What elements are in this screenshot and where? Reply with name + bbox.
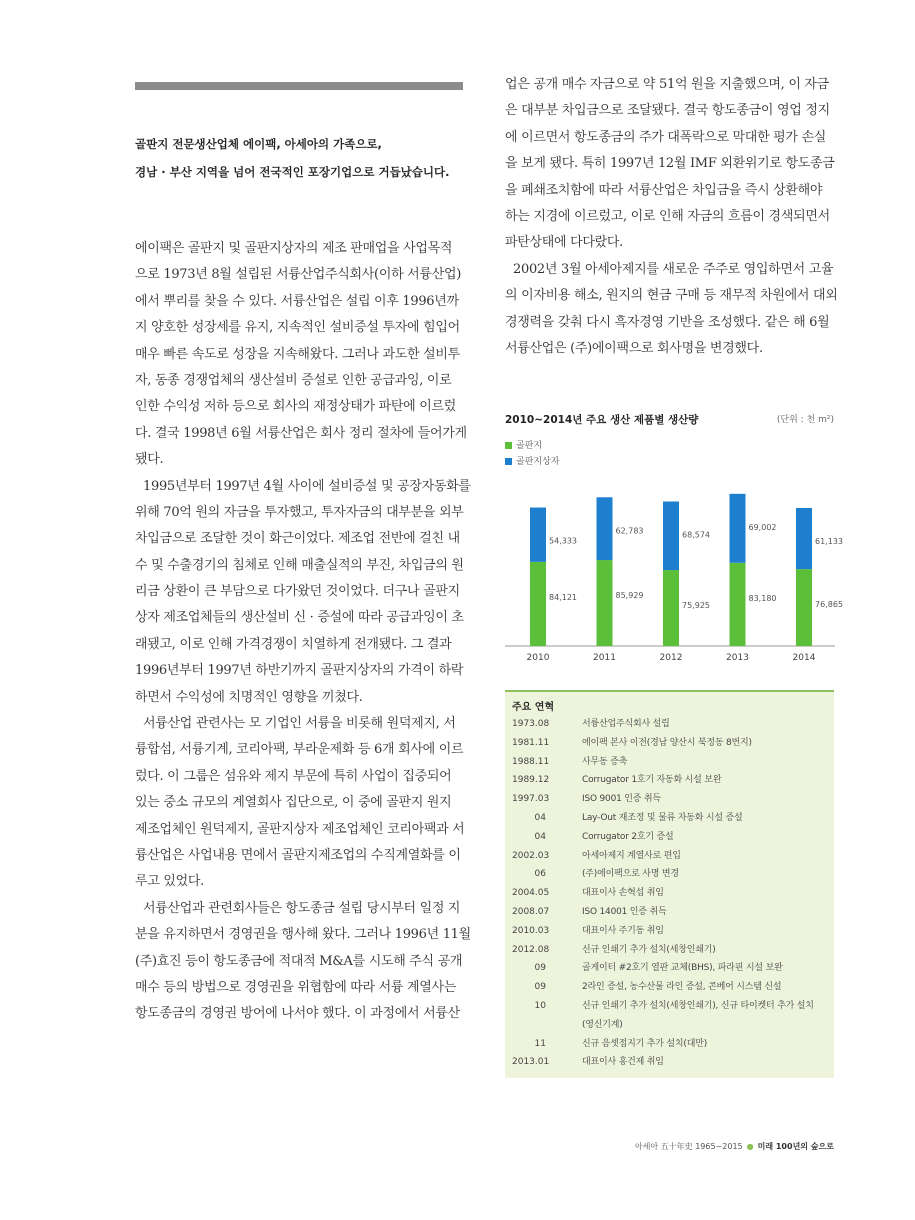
legend-swatch-green xyxy=(505,442,512,449)
body-text-line: 을 폐쇄조치함에 따라 서륭산업은 차입금을 즉시 상환해야 xyxy=(505,182,823,198)
timeline-row xyxy=(505,771,834,790)
timeline-date: 2013.01 xyxy=(512,1057,550,1068)
body-text-line: 에 이르면서 항도종금의 주가 대폭락으로 막대한 평가 손실 xyxy=(505,129,827,145)
timeline-row xyxy=(505,1053,834,1072)
timeline-date: 1989.12 xyxy=(512,775,550,786)
body-text-line: 으로 1973년 8월 설립된 서륭산업주식회사(이하 서륭산업) xyxy=(135,267,461,283)
body-text-line: (주)효진 등이 항도종금에 적대적 M&A를 시도해 주식 공개 xyxy=(135,953,463,969)
data-label-corrugated-box: 68,574 xyxy=(682,530,710,540)
timeline-date: 2012.08 xyxy=(512,944,550,955)
legend-label: 골판지 xyxy=(516,441,543,451)
body-text-line: 매우 빠른 속도로 성장을 지속해왔다. 그러나 과도한 설비투 xyxy=(135,346,460,362)
bar-segment-corrugated-box xyxy=(796,508,812,569)
data-label-corrugated-box: 54,333 xyxy=(549,536,577,546)
timeline-row xyxy=(505,734,834,753)
data-label-corrugated-board: 76,865 xyxy=(815,600,843,610)
data-label-corrugated-board: 83,180 xyxy=(748,593,777,603)
timeline-event: 에이팩 본사 이전(경남 양산시 북정동 8번지) xyxy=(582,737,752,748)
x-tick-label: 2011 xyxy=(593,653,616,663)
body-text-line: 파탄상태에 다다랐다. xyxy=(505,235,623,251)
timeline-event: 신규 음셋접지기 추가 설치(대만) xyxy=(582,1038,708,1049)
body-text-line: 을 보게 됐다. 특히 1997년 12월 IMF 외환위기로 항도종금 xyxy=(505,156,835,172)
x-tick-label: 2014 xyxy=(792,653,816,663)
body-text-line: 하면서 수익성에 치명적인 영향을 끼쳤다. xyxy=(135,689,363,705)
timeline-event: 대표이사 홍건제 취임 xyxy=(582,1057,664,1068)
bar-segment-corrugated-board xyxy=(796,569,812,646)
timeline-row xyxy=(505,828,834,847)
bar-segment-corrugated-box xyxy=(597,497,613,560)
body-text-line: 수 및 수출경기의 침체로 인해 매출실적의 부진, 차입금의 원 xyxy=(135,557,464,573)
timeline-event: 신규 인쇄기 추가 설치(세창인쇄기), 신규 타이켓터 추가 설치 xyxy=(582,1000,814,1011)
timeline-event: 서륭산업주식회사 설립 xyxy=(582,719,670,729)
body-text-line: 서륭산업과 관련회사들은 항도종금 설립 당시부터 일정 지 xyxy=(143,900,461,916)
timeline-event: (영신기계) xyxy=(582,1019,623,1030)
timeline-date: 04 xyxy=(534,812,546,823)
data-label-corrugated-box: 69,002 xyxy=(748,522,777,532)
body-text-line: 지 양호한 성장세를 유지, 지속적인 설비증설 투자에 힘입어 xyxy=(135,320,460,336)
timeline-event: 대표이사 손혁섭 취임 xyxy=(582,888,664,899)
timeline-event: ISO 9001 인증 취득 xyxy=(582,794,661,805)
body-text-left-column xyxy=(135,236,471,1028)
headline-line: 경남 · 부산 지역을 넘어 전국적인 포장기업으로 거듭났습니다. xyxy=(135,165,450,179)
timeline-row xyxy=(505,847,834,866)
timeline-date: 06 xyxy=(534,869,546,880)
data-label-corrugated-board: 75,925 xyxy=(682,601,710,611)
timeline-title: 주요 연혁 xyxy=(512,702,555,713)
footer-section-title: 미래 100년의 숲으로 xyxy=(757,1142,834,1151)
timeline-row xyxy=(505,1016,834,1035)
body-text-line: 경쟁력을 갖춰 다시 흑자경영 기반을 조성했다. 같은 해 6월 xyxy=(505,314,830,330)
timeline-row xyxy=(505,959,834,978)
timeline-row xyxy=(505,865,834,884)
bar-segment-corrugated-board xyxy=(730,563,746,646)
data-label-corrugated-board: 84,121 xyxy=(549,592,577,602)
timeline-event: Lay-Out 재조정 및 물류 자동화 시설 증설 xyxy=(582,812,743,823)
body-text-line: 하는 지경에 이르렀고, 이로 인해 자금의 흐름이 경색되면서 xyxy=(505,208,830,224)
timeline-date: 2008.07 xyxy=(512,906,550,917)
timeline-date: 1997.03 xyxy=(512,794,550,805)
timeline-row xyxy=(505,753,834,772)
body-text-line: 에서 뿌리를 찾을 수 있다. 서륭산업은 설립 이후 1996년까 xyxy=(135,293,459,309)
body-text-line: 됐다. xyxy=(135,452,164,468)
body-text-line: 루고 있었다. xyxy=(135,874,204,890)
history-timeline-box xyxy=(505,690,834,1078)
timeline-row xyxy=(505,978,834,997)
timeline-row xyxy=(505,941,834,960)
timeline-row xyxy=(505,809,834,828)
timeline-event: 아세아제지 계열사로 편입 xyxy=(582,850,681,861)
body-text-right-column xyxy=(505,72,838,362)
bar-segment-corrugated-board xyxy=(530,562,546,646)
timeline-date: 10 xyxy=(534,1000,546,1011)
body-text-line: 2002년 3월 아세아제지를 새로운 주주로 영입하면서 고율 xyxy=(513,261,834,277)
chart-title: 2010~2014년 주요 생산 제품별 생산량 xyxy=(505,414,699,426)
footer-book-title: 아세아 五十年史 1965~2015 xyxy=(634,1142,743,1151)
body-text-line: 인한 수익성 저하 등으로 회사의 재정상태가 파탄에 이르렀 xyxy=(135,399,457,415)
legend-label: 골판지상자 xyxy=(516,457,560,467)
body-text-line: 1996년부터 1997년 하반기까지 골판지상자의 가격이 하락 xyxy=(135,663,464,679)
x-tick-label: 2010 xyxy=(526,653,550,663)
body-text-line: 리금 상환이 큰 부담으로 다가왔던 것이었다. 더구나 골판지 xyxy=(135,584,460,600)
body-text-line: 자, 동종 경쟁업체의 생산설비 증설로 인한 공급과잉, 이로 xyxy=(135,372,452,388)
body-text-line: 분을 유지하면서 경영권을 행사해 왔다. 그러나 1996년 11월 xyxy=(135,927,471,943)
body-text-line: 1995년부터 1997년 4월 사이에 설비증설 및 공장자동화를 xyxy=(143,478,471,494)
body-text-line: 매수 등의 방법으로 경영권을 위협함에 따라 서륭 계열사는 xyxy=(135,979,457,995)
footer-dot-icon: ● xyxy=(746,1142,754,1151)
legend-swatch-blue xyxy=(505,458,512,465)
body-text-line: 서륭산업은 (주)에이팩으로 회사명을 변경했다. xyxy=(505,340,763,356)
timeline-date: 1988.11 xyxy=(512,756,550,767)
page-footer xyxy=(560,1141,834,1152)
timeline-event: Corrugator 1호기 자동화 시설 보완 xyxy=(582,775,722,786)
timeline-date: 1981.11 xyxy=(512,737,550,748)
timeline-rows xyxy=(505,715,834,1072)
timeline-event: 신규 인쇄기 추가 설치(세창인쇄기) xyxy=(582,944,716,955)
section-divider-bar xyxy=(135,82,463,90)
timeline-event: 2라인 증설, 농수산물 라인 증설, 콘베어 시스템 신설 xyxy=(582,982,782,993)
x-tick-label: 2012 xyxy=(659,653,683,663)
timeline-row xyxy=(505,997,834,1016)
timeline-date: 2002.03 xyxy=(512,850,550,861)
timeline-event: ISO 14001 인증 취득 xyxy=(582,906,667,917)
timeline-row xyxy=(505,903,834,922)
timeline-event: (주)에이팩으로 사명 변경 xyxy=(582,869,679,880)
body-text-line: 항도종금의 경영권 방어에 나서야 했다. 이 과정에서 서륭산 xyxy=(135,1006,460,1022)
body-text-line: 륭산업은 사업내용 면에서 골판지제조업의 수직계열화를 이 xyxy=(135,847,461,863)
body-text-line: 상자 제조업체들의 생산설비 신 · 증설에 따라 공급과잉이 초 xyxy=(135,610,464,626)
body-text-line: 서륭산업 관련사는 모 기업인 서륭을 비롯해 원덕제지, 서 xyxy=(143,716,456,732)
chart-legend xyxy=(505,438,559,470)
data-label-corrugated-box: 61,133 xyxy=(815,537,843,547)
body-text-line: 래됐고, 이로 인해 가격경쟁이 치열하게 전개됐다. 그 결과 xyxy=(135,636,452,652)
headline-line: 골판지 전문생산업체 에이팩, 아세아의 가족으로, xyxy=(135,137,382,151)
timeline-date: 2010.03 xyxy=(512,925,550,936)
chart-unit: (단위 : 천 m²) xyxy=(776,415,834,425)
timeline-row xyxy=(505,1035,834,1054)
body-text-line: 있는 중소 규모의 계열회사 집단으로, 이 중에 골판지 원지 xyxy=(135,795,452,811)
timeline-date: 1973.08 xyxy=(512,719,550,729)
timeline-event: 대표이사 주기동 취임 xyxy=(582,925,664,936)
timeline-date: 04 xyxy=(534,831,546,842)
body-text-line: 제조업체인 원덕제지, 골판지상자 제조업체인 코리아팩과 서 xyxy=(135,821,465,837)
production-bar-chart xyxy=(505,480,843,670)
legend-item-corrugated-box xyxy=(505,454,559,470)
timeline-date: 2004.05 xyxy=(512,888,550,899)
body-text-line: 위해 70억 원의 자금을 투자했고, 투자자금의 대부분을 외부 xyxy=(135,504,464,520)
body-text-line: 다. 결국 1998년 6월 서륭산업은 회사 정리 절차에 들어가게 xyxy=(135,425,467,441)
x-tick-label: 2013 xyxy=(726,653,749,663)
timeline-event: Corrugator 2호기 증설 xyxy=(582,831,674,842)
headline xyxy=(135,132,475,188)
timeline-event: 골게이터 #2호기 열판 교체(BHS), 파라핀 시설 보완 xyxy=(582,963,783,974)
timeline-row xyxy=(505,922,834,941)
body-text-line: 에이팩은 골판지 및 골판지상자의 제조 판매업을 사업목적 xyxy=(135,241,453,256)
timeline-date: 11 xyxy=(534,1038,546,1049)
timeline-row xyxy=(505,790,834,809)
timeline-date: 09 xyxy=(534,982,546,993)
timeline-row xyxy=(505,884,834,903)
timeline-event: 사무동 증축 xyxy=(582,756,628,767)
body-text-line: 렀다. 이 그룹은 섬유와 제지 부문에 특히 사업이 집중되어 xyxy=(135,768,452,784)
bar-segment-corrugated-board xyxy=(663,570,679,646)
bar-segment-corrugated-board xyxy=(597,560,613,646)
body-text-line: 업은 공개 매수 자금으로 약 51억 원을 지출했으며, 이 자금 xyxy=(505,77,829,92)
body-text-line: 의 이자비용 해소, 원지의 현금 구매 등 재무적 차원에서 대외 xyxy=(505,288,838,304)
data-label-corrugated-box: 62,783 xyxy=(615,526,644,536)
legend-item-corrugated-board xyxy=(505,438,559,454)
bar-segment-corrugated-box xyxy=(730,494,746,563)
timeline-date xyxy=(505,1016,582,1035)
bar-segment-corrugated-box xyxy=(663,502,679,571)
timeline-date: 09 xyxy=(534,963,546,974)
body-text-line: 차입금으로 조달한 것이 화근이었다. 제조업 전반에 걸친 내 xyxy=(135,531,460,547)
body-text-line: 륭합섬, 서륭기계, 코리아팩, 부라운제화 등 6개 회사에 이르 xyxy=(135,742,464,758)
bar-segment-corrugated-box xyxy=(530,508,546,562)
body-text-line: 은 대부분 차입금으로 조달됐다. 결국 항도종금이 영업 정지 xyxy=(505,103,830,119)
timeline-row xyxy=(505,715,834,734)
data-label-corrugated-board: 85,929 xyxy=(615,591,644,601)
